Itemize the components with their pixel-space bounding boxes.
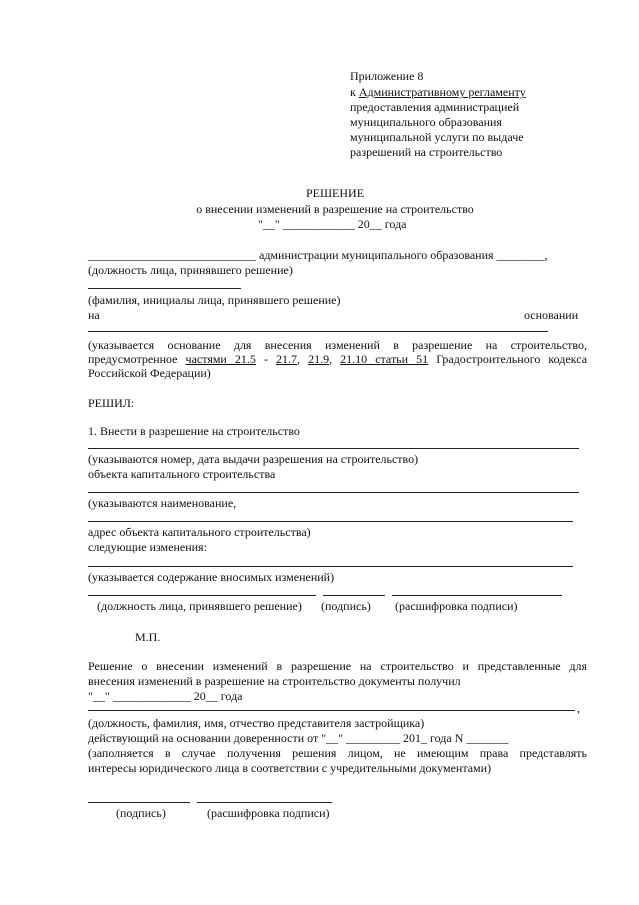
decision-heading: РЕШИЛ: [88,396,135,410]
representative-hint: (должность, фамилия, имя, отчество представителя застройщика) [88,716,425,730]
basis-underline [88,331,548,332]
address-underline [88,521,573,522]
document-title: РЕШЕНИЕ [305,186,365,200]
receiver-decode-label: (расшифровка подписи) [207,806,330,820]
proxy-note: (заполняется в случае получения решения лицом, не имеющим права представлять [88,746,587,760]
object-name-hint: (указываются наименование, [88,496,237,510]
changes-label: следующие изменения: [88,540,207,554]
administration-line: ____________________________ администрации муниципального образования ________, [88,248,548,262]
document-date: "__" ____________ 20__ года [258,217,407,231]
proxy-note-line-2: интересы юридического лица в соответствии с учредительными документами) [88,761,492,775]
regulation-link[interactable]: Административному регламенту [358,85,526,99]
receipt-paragraph: Решение о внесении изменений в разрешение на строительство и представленные для [88,659,587,673]
permit-underline [88,448,579,449]
changes-underline [88,566,573,567]
object-underline [88,492,579,493]
object-address-hint: адрес объекта капитального строительства) [88,525,311,539]
changes-hint: (указывается содержание вносимых изменений) [88,570,335,584]
link-part-21-5[interactable]: частями 21.5 [185,352,256,366]
header-line-5: муниципальной услуги по выдаче [350,130,524,144]
link-part-21-9[interactable]: 21.9 [308,352,330,366]
stamp-place: М.П. [135,630,161,644]
appendix-number: Приложение 8 [350,69,424,83]
regulation-reference [350,85,526,99]
name-underline [88,288,241,289]
signer-signature-underline [323,595,385,596]
receiver-signature-label: (подпись) [116,806,166,820]
link-article-51[interactable]: 21.10 статьи 51 [340,352,429,366]
signer-decode-underline [392,595,562,596]
regulation-prefix: к [350,85,359,99]
header-line-4: муниципального образования [350,115,502,129]
position-hint: (должность лица, принявшего решение) [88,263,293,277]
signer-decode-label: (расшифровка подписи) [395,599,518,613]
permit-hint: (указываются номер, дата выдачи разрешения на строительство) [88,452,419,466]
receiver-signature-underline [88,802,190,803]
representative-underline [88,710,575,711]
name-hint: (фамилия, инициалы лица, принявшего решение) [88,293,341,307]
receipt-date: "__" _____________ 20__ года [88,689,243,703]
signer-position-label: (должность лица, принявшего решение) [97,599,302,613]
header-line-3: предоставления администрацией [350,100,520,114]
proxy-line: действующий на основании доверенности от "__" _________ 201_ года N _______ [88,731,509,745]
on-word: на [88,308,100,322]
signer-position-underline [88,595,316,596]
basis-hint: (указывается основание для внесения изменений в разрешение на строительство, предусмотренное частями 21.5 - 21.7, 21.9, 21.10 статьи 51 Градостроительного кодекса Российской Федерации) [88,338,588,380]
link-part-21-7[interactable]: 21.7 [276,352,298,366]
receiver-decode-underline [197,802,332,803]
header-line-6: разрешений на строительство [350,145,503,159]
receipt-paragraph-line-2: внесения изменений в разрешение на строительство документы получил [88,674,461,688]
signer-signature-label: (подпись) [321,599,371,613]
representative-comma: , [577,701,580,715]
document-subtitle: о внесении изменений в разрешение на строительство [196,202,474,216]
basis-word: основании [524,308,579,322]
decision-item-1: 1. Внести в разрешение на строительство [88,424,300,438]
object-label: объекта капитального строительства [88,467,276,481]
